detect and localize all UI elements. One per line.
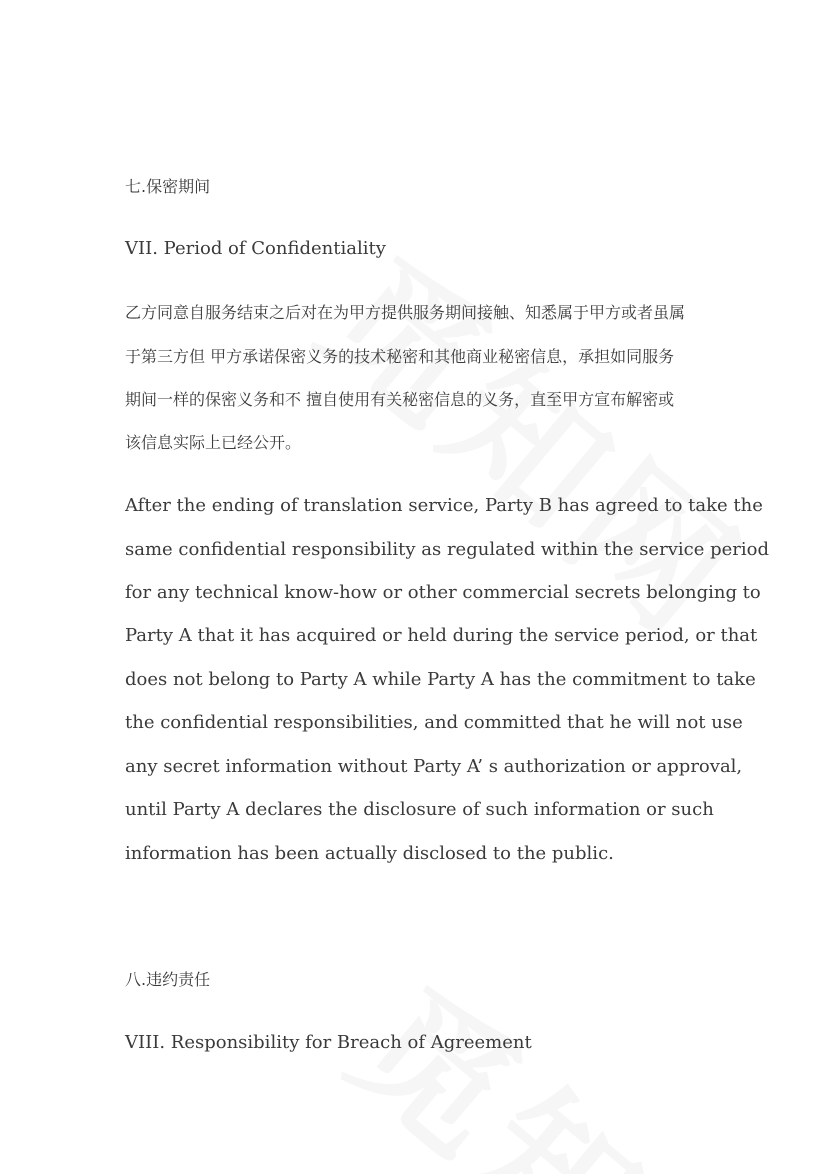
section-7-body-en-line: until Party A declares the disclosure of such information or such xyxy=(125,799,714,820)
section-7-body-en-line: does not belong to Party A while Party A has the commitment to take xyxy=(125,669,756,690)
section-7-body-en-line: for any technical know-how or other commercial secrets belonging to xyxy=(125,582,761,603)
section-7-body-zh-line: 乙方同意自服务结束之后对在为甲方提供服务期间接触、知悉属于甲方或者虽属 xyxy=(125,303,686,322)
section-7-body-en-line: same confidential responsibility as regulated within the service period xyxy=(125,539,769,560)
section-7-body-en-line: information has been actually disclosed to the public. xyxy=(125,843,614,864)
section-7-body-en-line: Party A that it has acquired or held during the service period, or that xyxy=(125,625,758,646)
section-7-heading-en: VII. Period of Confidentiality xyxy=(125,238,386,259)
section-7-body-zh-line: 该信息实际上已经公开。 xyxy=(125,433,302,452)
section-7-heading-zh: 七.保密期间 xyxy=(125,177,211,196)
section-8-heading-zh: 八.违约责任 xyxy=(125,970,211,989)
section-7-body-en-line: any secret information without Party A’ s authorization or approval, xyxy=(125,756,743,777)
section-7-body-zh-line: 期间一样的保密义务和不 擅自使用有关秘密信息的义务，直至甲方宣布解密或 xyxy=(125,390,675,409)
section-7-body-en-line: After the ending of translation service, Party B has agreed to take the xyxy=(125,495,763,516)
section-7-body-zh-line: 于第三方但 甲方承诺保密义务的技术秘密和其他商业秘密信息，承担如同服务 xyxy=(125,347,675,366)
section-8-heading-en: VIII. Responsibility for Breach of Agreement xyxy=(125,1032,532,1053)
section-7-body-en-line: the confidential responsibilities, and committed that he will not use xyxy=(125,712,743,733)
